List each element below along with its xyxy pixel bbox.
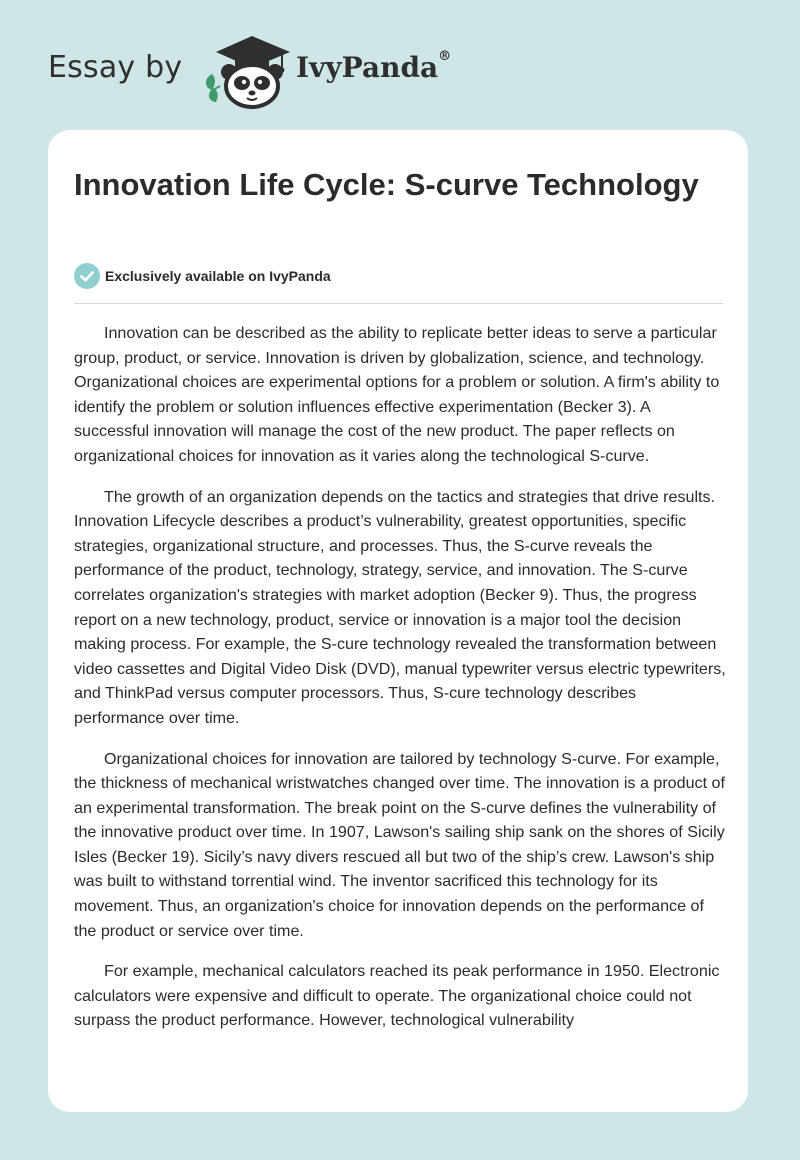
ivy-leaf-icon xyxy=(206,74,220,102)
essay-paragraph: Innovation can be described as the ability to replicate better ideas to serve a particular group, product, or service. Innovation is driven by globalization, science, and technology. Organizational choices are experimental options for a problem or solution. A firm's ability to identify the problem or solution influences effective experimentation (Becker 3). A successful innovation will manage the cost of the new product. The paper reflects on organizational choices for innovation as it varies along the technological S-curve. xyxy=(74,324,720,465)
essay-by-label: Essay by xyxy=(48,50,183,85)
essay-paragraph: Organizational choices for innovation are tailored by technology S-curve. For example, the thickness of mechanical wristwatches changed over time. The innovation is a product of an experimental transformation. The break point on the S-curve defines the vulnerability of the innovative product over time. In 1907, Lawson's sailing ship sank on the shores of Sicily Isles (Becker 19). Sicily’s navy divers rescued all but two of the ship’s crew. Lawson's ship was built to withstand torrential wind. The inventor sacrificed this technology for its movement. Thus, an organization's choice for innovation depends on the performance of the product or service over time. xyxy=(74,749,725,940)
essay-paragraph: The growth of an organization depends on the tactics and strategies that drive results. Innovation Lifecycle describes a product’s vulnerability, greatest opportunities, specific strategies, organizational structure, and processes. Thus, the S-curve reveals the performance of the product, technology, strategy, service, and innovation. The S-curve correlates organization's strategies with market adoption (Becker 9). Thus, the progress report on a new technology, product, service or innovation is a major tool the decision making process. For example, the S-cure technology revealed the transformation between video cassettes and Digital Video Disk (DVD), manual typewriter versus electric typewriters, and ThinkPad versus computer processors. Thus, S-cure technology describes performance over time. xyxy=(74,487,726,727)
exclusive-badge-label: Exclusively available on IvyPanda xyxy=(105,268,331,284)
brand-name: IvyPanda xyxy=(296,51,439,84)
ivypanda-logo-text[interactable] xyxy=(296,51,451,84)
exclusive-badge xyxy=(74,263,331,289)
essay-paragraph: For example, mechanical calculators reached its peak performance in 1950. Electronic calculators were expensive and difficult to operate. The organizational choice could not surpass the product performance. However, technological vulnerability xyxy=(74,962,720,1030)
essay-title: Innovation Life Cycle: S-curve Technology xyxy=(74,167,699,202)
essay-card xyxy=(48,130,748,1112)
check-circle-icon xyxy=(74,263,100,289)
panda-graduate-icon xyxy=(202,30,294,110)
site-header xyxy=(0,0,800,130)
title-divider xyxy=(74,303,723,304)
registered-mark: ® xyxy=(438,49,452,64)
essay-body xyxy=(74,321,726,1049)
